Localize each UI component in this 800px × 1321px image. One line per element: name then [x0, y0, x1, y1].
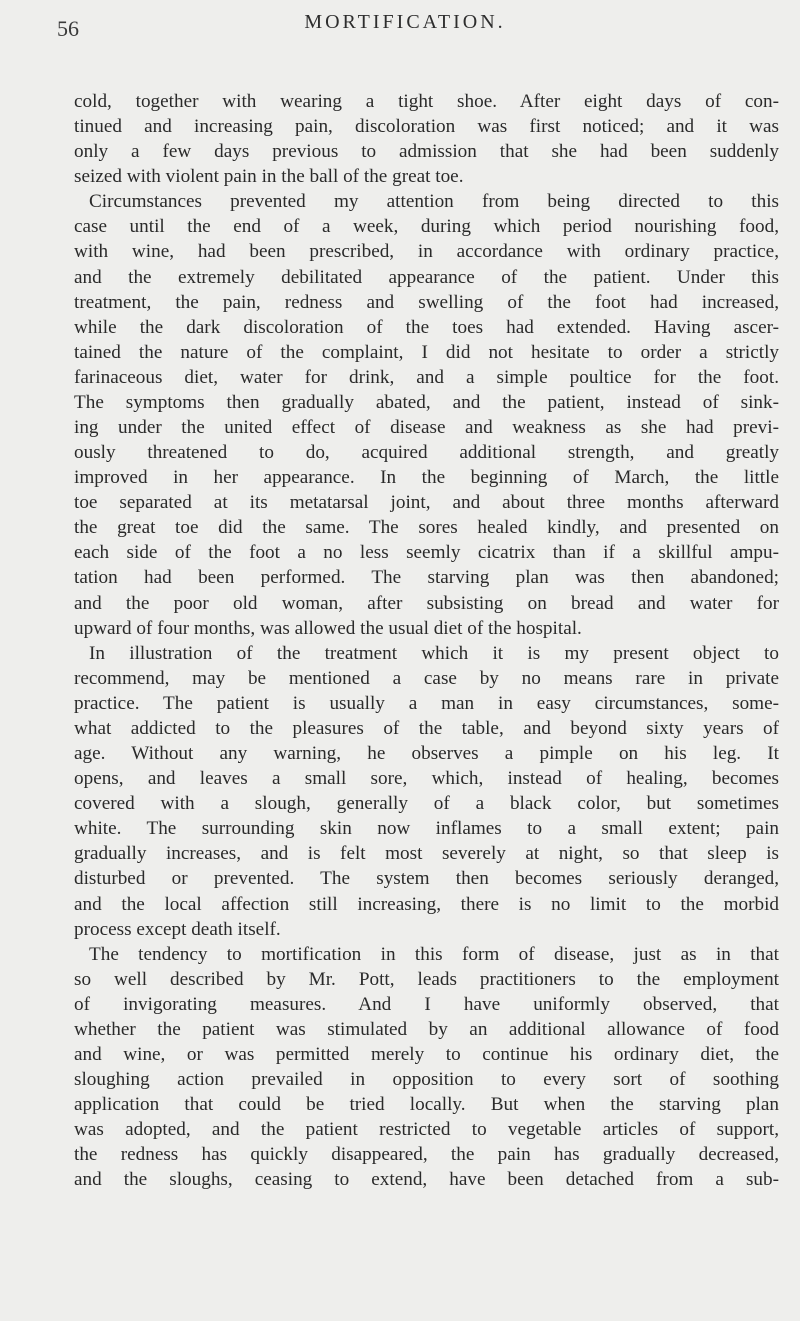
text-line: process except death itself. [74, 918, 281, 940]
text-line: and wine, or was permitted merely to continue his ordinary diet, the [74, 1043, 779, 1065]
text-line: sloughing action prevailed in opposition to every sort of soothing [74, 1069, 779, 1091]
text-line: and the sloughs, ceasing to extend, have been detached from a sub- [74, 1169, 779, 1191]
text-line: and the extremely debilitated appearance of the patient. Under this [74, 266, 779, 288]
text-line: ously threatened to do, acquired additional strength, and greatly [74, 442, 779, 464]
text-line: Circumstances prevented my attention from being directed to this [89, 191, 779, 213]
text-line: practice. The patient is usually a man in easy circumstances, some- [74, 692, 779, 714]
text-line: each side of the foot a no less seemly cicatrix than if a skillful ampu- [74, 542, 779, 564]
page-number: 56 [57, 16, 79, 41]
text-line: application that could be tried locally. But when the starving plan [74, 1094, 779, 1116]
text-line: In illustration of the treatment which it is my present object to [89, 642, 779, 664]
text-line: treatment, the pain, redness and swelling of the foot had increased, [74, 291, 779, 313]
page-header [0, 8, 800, 48]
text-line: with wine, had been prescribed, in accordance with ordinary practice, [74, 241, 779, 263]
text-line: improved in her appearance. In the beginning of March, the little [74, 467, 779, 489]
text-line: only a few days previous to admission that she had been suddenly [74, 141, 779, 163]
text-line: seized with violent pain in the ball of the great toe. [74, 166, 464, 188]
text-line: tained the nature of the complaint, I did not hesitate to order a strictly [74, 341, 779, 363]
text-line: of invigorating measures. And I have uniformly observed, that [74, 993, 779, 1015]
text-line: was adopted, and the patient restricted to vegetable articles of support, [74, 1119, 779, 1141]
text-line: gradually increases, and is felt most severely at night, so that sleep is [74, 843, 779, 865]
text-line: the redness has quickly disappeared, the pain has gradually decreased, [74, 1144, 779, 1166]
text-line: The tendency to mortification in this form of disease, just as in that [89, 943, 779, 965]
text-line: and the local affection still increasing, there is no limit to the morbid [74, 893, 779, 915]
text-line: upward of four months, was allowed the usual diet of the hospital. [74, 617, 582, 639]
text-line: and the poor old woman, after subsisting on bread and water for [74, 592, 779, 614]
text-line: case until the end of a week, during which period nourishing food, [74, 216, 779, 238]
text-line: disturbed or prevented. The system then becomes seriously deranged, [74, 868, 779, 890]
text-line: tinued and increasing pain, discoloration was first noticed; and it was [74, 116, 779, 138]
text-line: white. The surrounding skin now inflames to a small extent; pain [74, 818, 779, 840]
text-line: the great toe did the same. The sores healed kindly, and presented on [74, 517, 779, 539]
text-line: so well described by Mr. Pott, leads practitioners to the employment [74, 968, 779, 990]
text-line: farinaceous diet, water for drink, and a simple poultice for the foot. [74, 366, 779, 388]
body-text [74, 89, 779, 1192]
text-line: The symptoms then gradually abated, and the patient, instead of sink- [74, 391, 779, 413]
text-line: what addicted to the pleasures of the table, and beyond sixty years of [74, 717, 779, 739]
text-line: while the dark discoloration of the toes had extended. Having ascer- [74, 316, 779, 338]
text-line: age. Without any warning, he observes a pimple on his leg. It [74, 743, 779, 765]
running-head: MORTIFICATION. [304, 11, 506, 33]
text-line: recommend, may be mentioned a case by no means rare in private [74, 667, 779, 689]
text-line: covered with a slough, generally of a black color, but sometimes [74, 793, 779, 815]
text-line: tation had been performed. The starving plan was then abandoned; [74, 567, 779, 589]
text-line: whether the patient was stimulated by an additional allowance of food [74, 1018, 779, 1040]
text-line: ing under the united effect of disease and weakness as she had previ- [74, 417, 779, 439]
text-line: opens, and leaves a small sore, which, instead of healing, becomes [74, 768, 779, 790]
text-line: toe separated at its metatarsal joint, and about three months afterward [74, 492, 779, 514]
text-line: cold, together with wearing a tight shoe. After eight days of con- [74, 91, 779, 112]
